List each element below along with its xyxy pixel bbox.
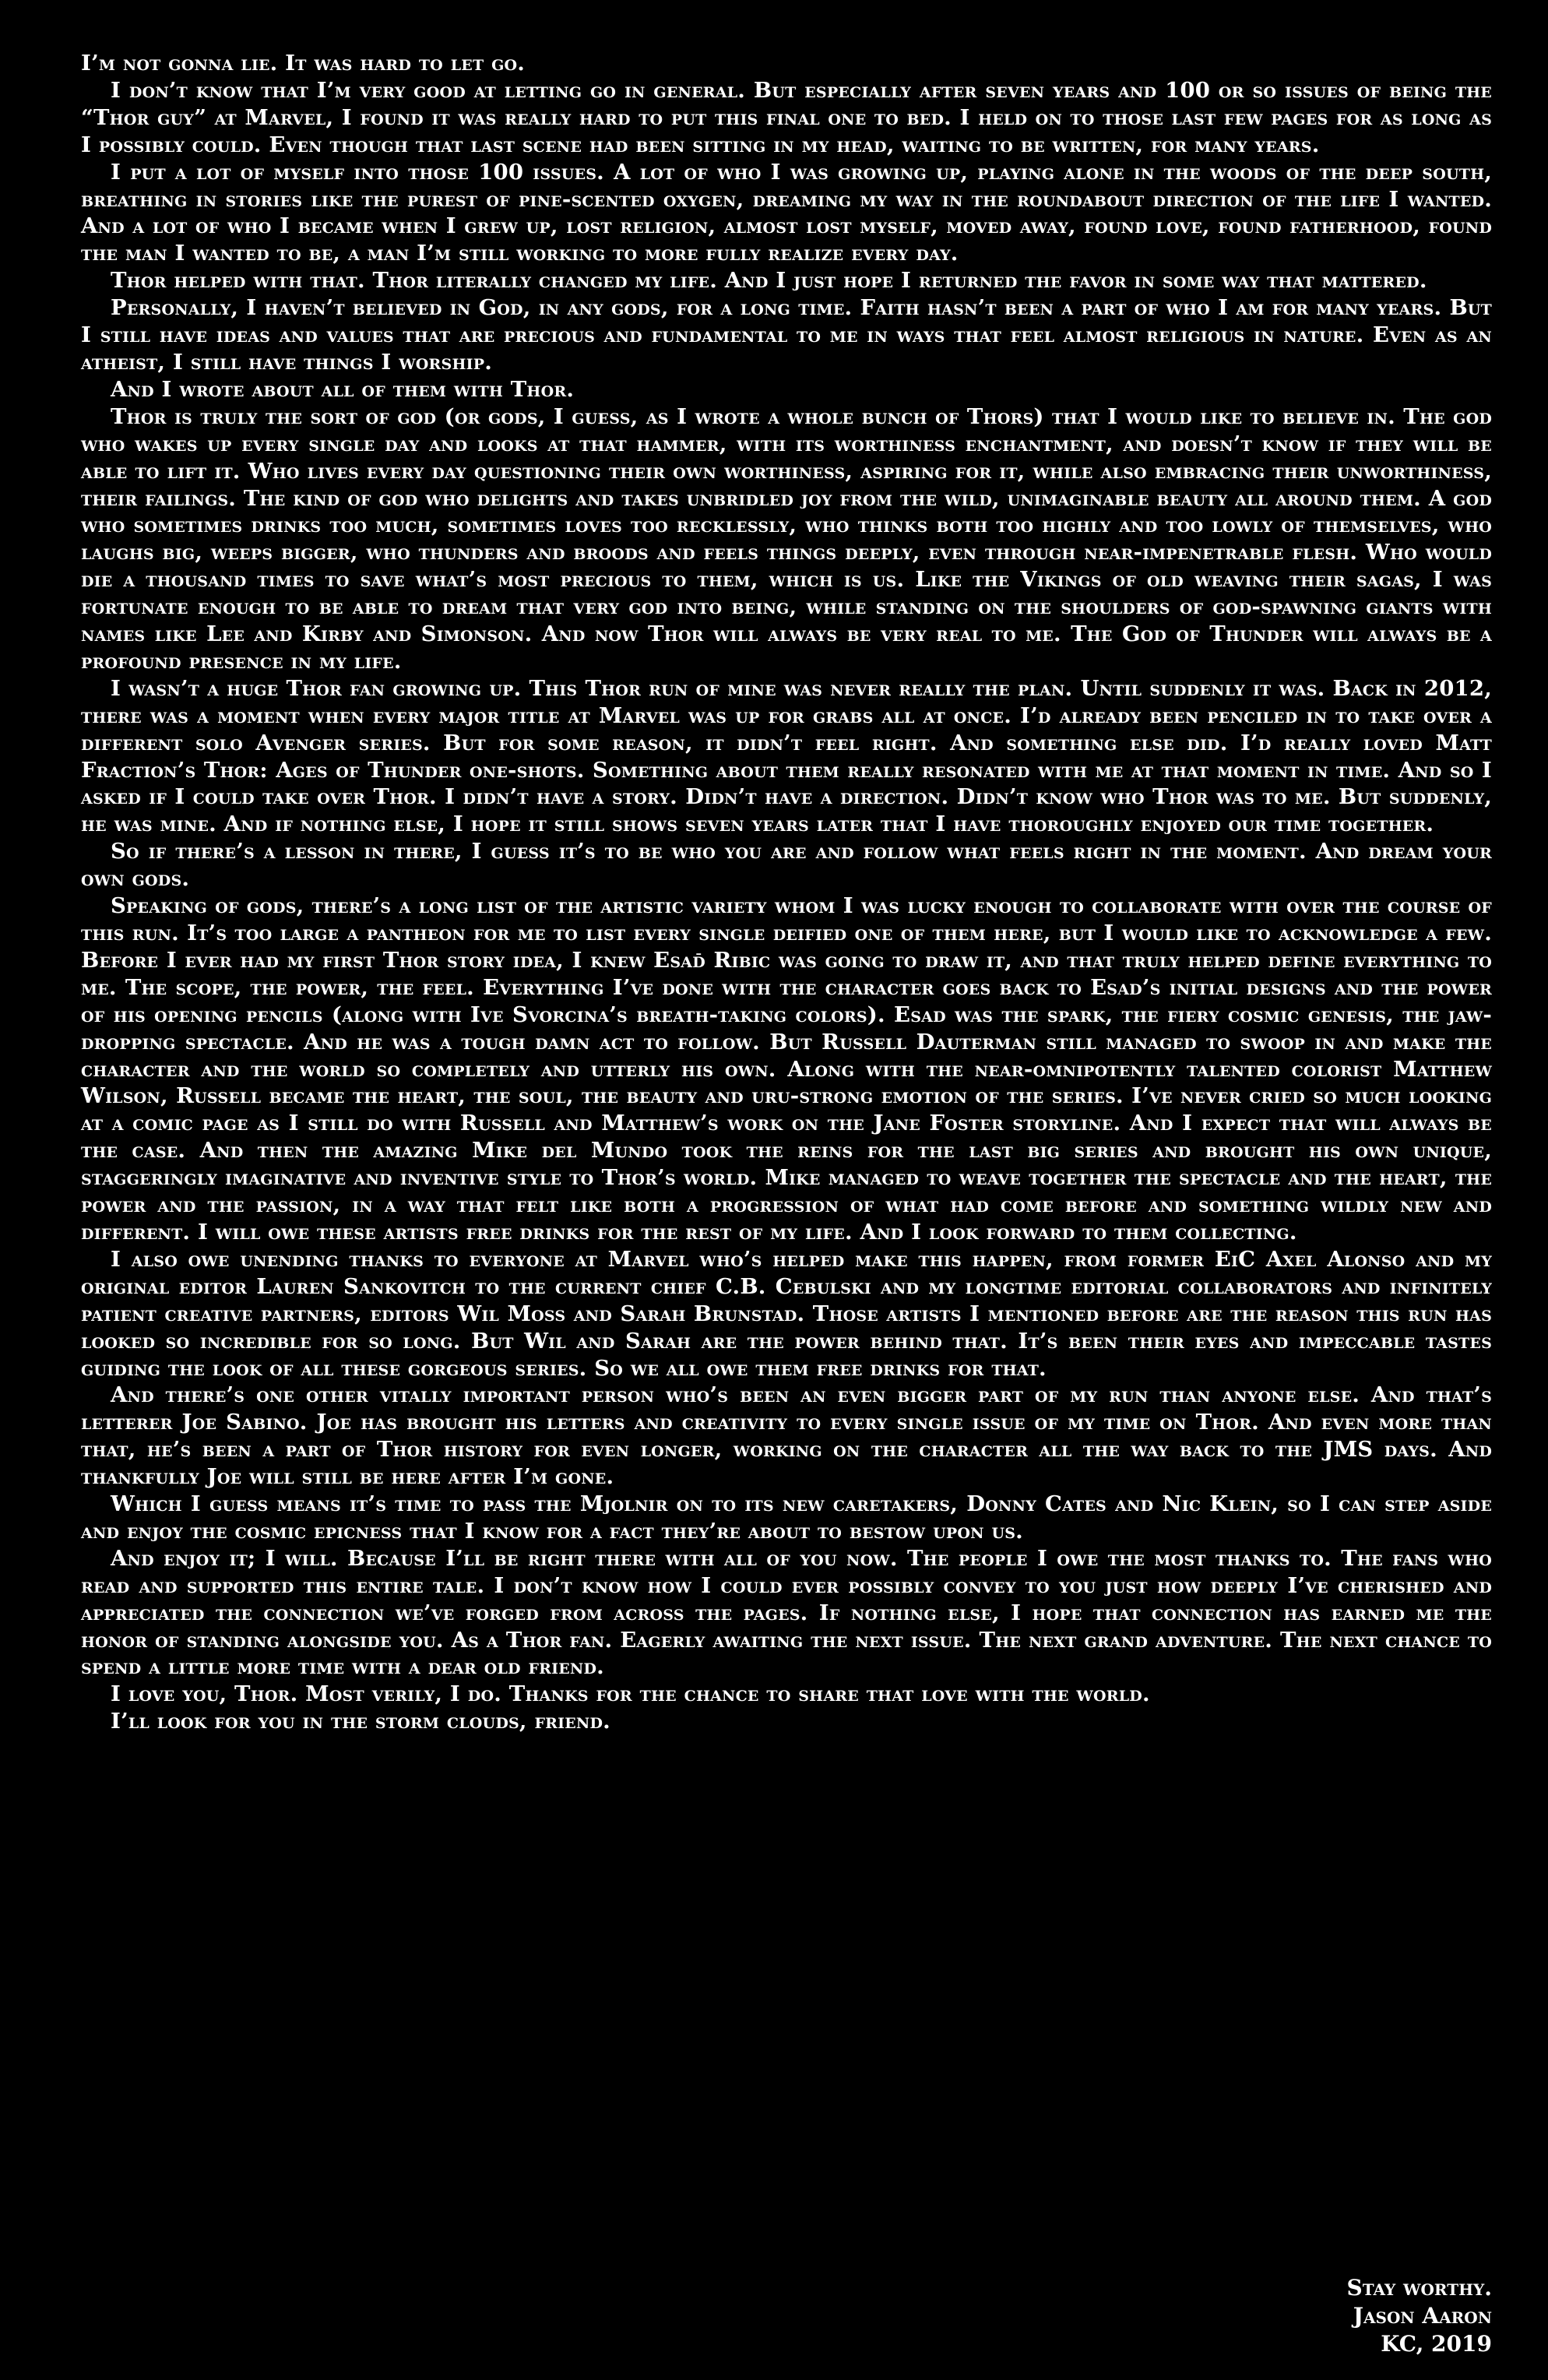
paragraph-4: Thor helped with that. Thor literally changed my life. And I just hope I returned the favor in some way that mattered. <box>111 268 1427 294</box>
signoff-place-date: KC, 2019 <box>1381 2331 1492 2357</box>
paragraph-1: I’m not gonna lie. It was hard to let go. <box>81 51 526 76</box>
paragraph-3: I put a lot of myself into those 100 issues. A lot of who I was growing up, playing alone in the woods of the deep south, breathing in stories like the purest of pine-scented oxygen, dreaming my way in the roundabout direction of the life I wanted. And a lot of who I became when I grew up, lost religion, almost lost myself, moved away, found love, found fatherhood, found the man I wanted to be, a man I’m still working to more fully realize every day. <box>81 159 1492 266</box>
paragraph-10: Speaking of gods, there’s a long list of the artistic variety whom I was lucky enough to collaborate with over the course of this run. It’s too large a pantheon for me to list every single deified one of them here, but I would like to acknowledge a few. Before I ever had my first Thor story idea, I knew Esad̄ Ribic was going to draw it, and that truly helped define everything to me. The scope, the power, the feel. Everything I’ve done with the character goes back to Esad’s initial designs and the power of his opening pencils (along with Ive Svorcina’s breath-taking colors). Esad was the spark, the fiery cosmic genesis, the jaw-dropping spectacle. And he was a tough damn act to follow. But Russell Dauterman still managed to swoop in and make the character and the world so completely and utterly his own. Along with the near-omnipotently talented colorist Matthew Wilson, Russell became the heart, the soul, the beauty and uru-strong emotion of the series. I’ve never cried so much looking at a comic page as I still do with Russell and Matthew’s work on the Jane Foster storyline. And I expect that will always be the case. And then the amazing Mike del Mundo took the reins for the last big series and brought his own unique, staggeringly imaginative and inventive style to Thor’s world. Mike managed to weave together the spectacle and the heart, the power and the passion, in a way that felt like both a progression of what had come before and something wildly new and different. I will owe these artists free drinks for the rest of my life. And I look forward to them collecting. <box>81 893 1492 1245</box>
paragraph-9: So if there’s a lesson in there, I guess it’s to be who you are and follow what feels right in the moment. And dream your own gods. <box>81 839 1492 892</box>
paragraph-11: I also owe unending thanks to everyone at Marvel who’s helped make this happen, from former EiC Axel Alonso and my original editor Lauren Sankovitch to the current chief C.B. Cebulski and my longtime editorial collaborators and infinitely patient creative partners, editors Wil Moss and Sarah Brunstad. Those artists I mentioned before are the reason this run has looked so incredible for so long. But Wil and Sarah are the power behind that. It’s been their eyes and impeccable tastes guiding the look of all these gorgeous series. So we all owe them free drinks for that. <box>81 1246 1492 1381</box>
paragraph-12: And there’s one other vitally important person who’s been an even bigger part of my run than anyone else. And that’s letterer Joe Sabino. Joe has brought his letters and creativity to every single issue of my time on Thor. And even more than that, he’s been a part of Thor history for even longer, working on the character all the way back to the JMS days. And thankfully Joe will still be here after I’m gone. <box>81 1382 1492 1490</box>
paragraph-15: I love you, Thor. Most verily, I do. Thanks for the chance to share that love with the world. <box>111 1681 1150 1707</box>
signoff <box>1346 2274 1492 2358</box>
letter-body <box>81 50 1492 1735</box>
paragraph-6: And I wrote about all of them with Thor. <box>111 376 575 402</box>
paragraph-13: Which I guess means it’s time to pass the Mjolnir on to its new caretakers, Donny Cates and Nic Klein, so I can step aside and enjoy the cosmic epicness that I know for a fact they’re about to bestow upon us. <box>81 1491 1492 1544</box>
signoff-closing: Stay worthy. <box>1346 2275 1492 2301</box>
signoff-author: Jason Aaron <box>1353 2303 1492 2329</box>
paragraph-7: Thor is truly the sort of god (or gods, I guess, as I wrote a whole bunch of Thors) that I would like to believe in. The god who wakes up every single day and looks at that hammer, with its worthiness enchantment, and doesn’t know if they will be able to lift it. Who lives every day questioning their own worthiness, aspiring for it, while also embracing their unworthiness, their failings. The kind of god who delights and takes unbridled joy from the wild, unimaginable beauty all around them. A god who sometimes drinks too much, sometimes loves too recklessly, who thinks both too highly and too lowly of themselves, who laughs big, weeps bigger, who thunders and broods and feels things deeply, even through near-impenetrable flesh. Who would die a thousand times to save what’s most precious to them, which is us. Like the Vikings of old weaving their sagas, I was fortunate enough to be able to dream that very god into being, while standing on the shoulders of god-spawning giants with names like Lee and Kirby and Simonson. And now Thor will always be very real to me. The God of Thunder will always be a profound presence in my life. <box>81 403 1492 674</box>
paragraph-8: I wasn’t a huge Thor fan growing up. This Thor run of mine was never really the plan. Until suddenly it was. Back in 2012, there was a moment when every major title at Marvel was up for grabs all at once. I’d already been penciled in to take over a different solo Avenger series. But for some reason, it didn’t feel right. And something else did. I’d really loved Matt Fraction’s Thor: Ages of Thunder one-shots. Something about them really resonated with me at that moment in time. And so I asked if I could take over Thor. I didn’t have a story. Didn’t have a direction. Didn’t know who Thor was to me. But suddenly, he was mine. And if nothing else, I hope it still shows seven years later that I have thoroughly enjoyed our time together. <box>81 675 1492 837</box>
paragraph-14: And enjoy it; I will. Because I’ll be right there with all of you now. The people I owe the most thanks to. The fans who read and supported this entire tale. I don’t know how I could ever possibly convey to you just how deeply I’ve cherished and appreciated the connection we’ve forged from across the pages. If nothing else, I hope that connection has earned me the honor of standing alongside you. As a Thor fan. Eagerly awaiting the next issue. The next grand adventure. The next chance to spend a little more time with a dear old friend. <box>81 1545 1492 1680</box>
paragraph-2: I don’t know that I’m very good at letting go in general. But especially after seven years and 100 or so issues of being the “Thor guy” at Marvel, I found it was really hard to put this final one to bed. I held on to those last few pages for as long as I possibly could. Even though that last scene had been sitting in my head, waiting to be written, for many years. <box>81 77 1492 157</box>
paragraph-5: Personally, I haven’t believed in God, in any gods, for a long time. Faith hasn’t been a part of who I am for many years. But I still have ideas and values that are precious and fundamental to me in ways that feel almost religious in nature. Even as an atheist, I still have things I worship. <box>81 295 1492 375</box>
paragraph-16: I’ll look for you in the storm clouds, friend. <box>111 1709 610 1734</box>
